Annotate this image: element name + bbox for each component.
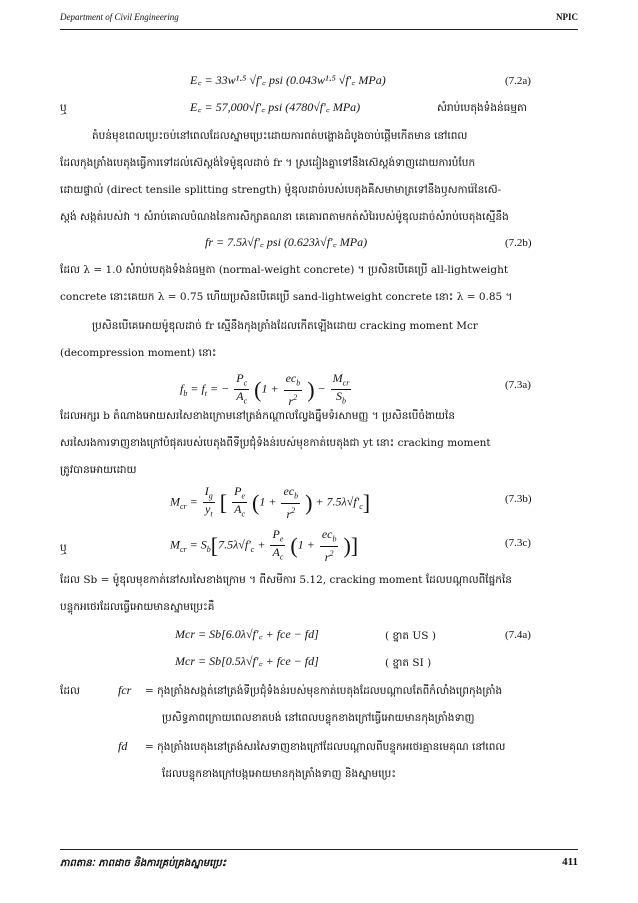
eq-7-2a-number: (7.2a) bbox=[505, 75, 531, 87]
department-label: Department of Civil Engineering bbox=[60, 12, 179, 22]
eq-7-2a-line2: E꜀ = 57,000√f'꜀ psi (4780√f'꜀ MPa) bbox=[190, 100, 361, 114]
para1-line3: ដោយផ្ទាល់ (direct tensile splitting strength) ម៉ូឌុលដាច់របស់បេតុងគឺសមាមាត្រទៅនឹងឫសការ៉េនៃស៊េ- bbox=[60, 184, 502, 196]
eq-7-3b: $M_{cr}$ = $\frac{I_g}{y_t}$ [ $\frac{P_e}{A_c}$ (1 + $\frac{ec_b}{r^2}$ ) + $7.5\lambda√f'_c$] bbox=[170, 484, 371, 521]
eq-7-2a-note: សំរាប់បេតុងទំងន់ធម្មតា bbox=[437, 102, 527, 114]
fd-definition-line2: ដែលបន្ទុកខាងក្រៅបង្កអោយមានកុងត្រាំងទាញ និងស្នាមប្រេះ bbox=[162, 768, 396, 780]
fcr-definition-line1: = កុងត្រាំងសង្កត់នៅត្រង់ទីប្រជុំទំងន់របស់មុខកាត់បេតុងដែលបណ្តាលតែពីកំលាំងព្រេកុងត្រាំង bbox=[145, 685, 503, 697]
eq-7-3c-number: (7.3c) bbox=[505, 537, 531, 549]
eq-7-3b-number: (7.3b) bbox=[505, 493, 532, 505]
or-label: ឬ bbox=[60, 102, 67, 114]
footer-rule bbox=[60, 849, 578, 850]
eq-7-3a: $f_b = f_t$ = − $\frac{P_c}{A_c}$ (1 + $\frac{ec_b}{r^2}$ ) − $\frac{M_{cr}}{S_b}$ bbox=[180, 371, 350, 408]
chapter-title: ភាពតានៈ ភាពដាច និងការគ្រប់គ្រងស្នាមប្រេះ bbox=[60, 858, 227, 869]
eq-7-2a-line1: E꜀ = 33w¹·⁵ √f'꜀ psi (0.043w¹·⁵ √f'꜀ MPa) bbox=[190, 73, 386, 87]
or-label-2: ឬ bbox=[60, 542, 67, 554]
para1-line1: តំបន់មុខពេលប្រេះចប់នៅពេលដែលស្នាមប្រេះដោយការពត់បង្ហោងដំបូងចាប់ផ្តើមកើតមាន នៅពេល bbox=[92, 130, 468, 142]
para2-line4: (decompression moment) នោះ bbox=[60, 347, 217, 359]
eq-7-4a-unit1: ( ខ្នាត US ) bbox=[385, 630, 436, 642]
eq-7-2b: fr = 7.5λ√f'꜀ psi (0.623λ√f'꜀ MPa) bbox=[205, 235, 368, 249]
page-number: 411 bbox=[562, 856, 578, 868]
fd-symbol: fd bbox=[118, 739, 128, 753]
eq-7-3c: $M_{cr} = S_b[7.5\lambda√f'_c$ + $\frac{P_e}{A_c}$ (1 + $\frac{ec_b}{r^2}$ )] bbox=[170, 527, 359, 564]
para2-line1: ដែល λ = 1.0 សំរាប់បេតុងទំងន់ធម្មតា (normal-weight concrete) ។ ប្រសិនបើគេប្រើ all-lightweight bbox=[60, 264, 509, 276]
eq-7-4a-number: (7.4a) bbox=[505, 629, 531, 641]
para3-line1: ដែលអក្សរ b តំណាងអោយសរសៃខាងក្រោមនៅត្រង់កណ្តាលល្វែងធ្នឹមទំរសាមញ្ញ ។ ប្រសិនបើចំងាយនៃ bbox=[60, 410, 456, 422]
where-label: ដែល bbox=[60, 685, 80, 697]
header-rule bbox=[60, 29, 578, 30]
para1-line4: ស្តង់ សង្កត់របស់វា ។ សំរាប់គោលបំណងនៃការសិក្សាគណនា គេគោរពតាមកត់សំរៃរបស់ម៉ូឌុលដាច់សំរាប់បេតុងស្មើនឹង bbox=[60, 211, 509, 223]
fd-definition-line1: = កុងត្រាំងបេតុងនៅត្រង់សរសៃទាញខាងក្រៅដែលបណ្តាលពីបន្ទុកអថេរគ្មានមេគុណ នៅពេល bbox=[145, 741, 506, 753]
fcr-definition-line2: ប្រសិទ្ធភាពក្រោយពេលខាតបង់ នៅពេលបន្ទុកខាងក្រៅធ្វើអោយមានកុងត្រាំងទាញ bbox=[162, 712, 475, 724]
page-footer bbox=[60, 856, 578, 874]
para4-line1: ដែល Sb = ម៉ូឌុលមុខកាត់នៅសរសៃខាងក្រោម ។ ពីសមីការ 5.12, cracking moment ដែលបណ្តាលពីផ្នែកនៃ bbox=[60, 574, 512, 586]
para3-line2: សរសៃរងការទាញខាងក្រៅបំផុតរបស់បេតុងពីទីប្រជុំទំងន់របស់មុខកាត់បេតុងជា yt នោះ cracking moment bbox=[60, 437, 491, 449]
eq-7-3a-number: (7.3a) bbox=[505, 379, 531, 391]
para2-line3: ប្រសិនបើគេអោយម៉ូឌុលដាច់ fr ស្មើនឹងកុងត្រាំងដែលកើតឡើងដោយ cracking moment Mcr bbox=[92, 320, 478, 332]
page-header bbox=[60, 12, 578, 28]
para4-line2: បន្ទុកអថេរដែលធ្វើអោយមានស្នាមប្រេះគឺ bbox=[60, 601, 215, 613]
eq-7-4a-line2: Mcr = Sb[0.5λ√f'꜀ + fce − fd] bbox=[175, 654, 319, 668]
para1-line2: ដែលកុងត្រាំងបេតុងធ្វើការទៅដល់ស៊េស្តង់ទៃម៉ូឌុលដាច់ fr ។ ស្រដៀងគ្នាទៅនឹងស៊េស្តង់ទាញដោយការបំបែក bbox=[60, 157, 476, 169]
eq-7-4a-unit2: ( ខ្នាត SI ) bbox=[385, 657, 432, 669]
eq-7-4a-line1: Mcr = Sb[6.0λ√f'꜀ + fce − fd] bbox=[175, 627, 319, 641]
para2-line2: concrete នោះគេយក λ = 0.75 ហើយប្រសិនបើគេប្រើ sand-lightweight concrete នោះ λ = 0.85 ។ bbox=[60, 291, 513, 303]
fcr-symbol: fcr bbox=[118, 683, 132, 697]
eq-7-2b-number: (7.2b) bbox=[505, 237, 532, 249]
para3-line3: ត្រូវបានអោយដោយ bbox=[60, 464, 137, 476]
institution-label: NPIC bbox=[556, 12, 578, 22]
